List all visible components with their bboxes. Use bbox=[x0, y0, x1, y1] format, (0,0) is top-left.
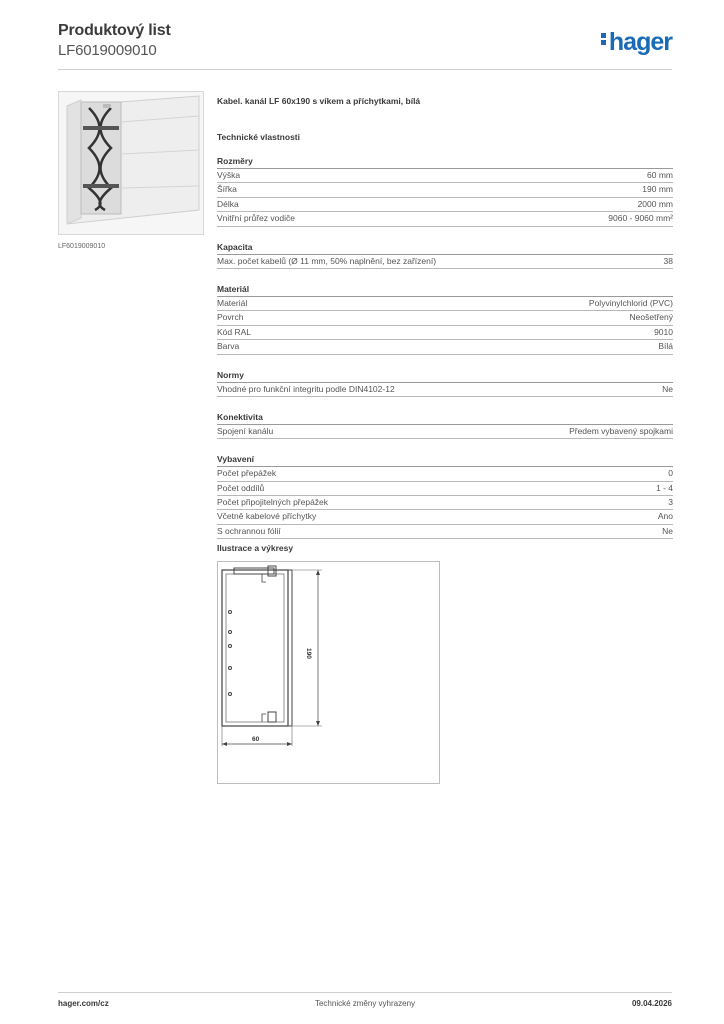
spec-section bbox=[217, 284, 673, 355]
product-details bbox=[217, 96, 673, 539]
spec-value: 9060 - 9060 mm² bbox=[608, 213, 673, 224]
product-name: Kabel. kanál LF 60x190 s víkem a příchytkami, bílá bbox=[217, 96, 421, 106]
spec-row bbox=[217, 467, 673, 481]
spec-label: Vnitřní průřez vodiče bbox=[217, 213, 295, 224]
section-title: Kapacita bbox=[217, 242, 673, 255]
spec-label: Počet přepážek bbox=[217, 468, 277, 479]
spec-section bbox=[217, 370, 673, 397]
spec-label: Max. počet kabelů (Ø 11 mm, 50% naplnění, bez zařízení) bbox=[217, 255, 437, 266]
spec-row bbox=[217, 340, 673, 354]
spec-sections bbox=[217, 156, 673, 539]
spec-row bbox=[217, 425, 673, 439]
spec-label: Spojení kanálu bbox=[217, 425, 274, 436]
image-caption: LF6019009010 bbox=[58, 243, 106, 250]
technical-properties-heading: Technické vlastnosti bbox=[217, 132, 300, 142]
spec-label: Kód RAL bbox=[217, 326, 252, 337]
footer-divider bbox=[58, 992, 672, 993]
hager-logo bbox=[601, 28, 672, 57]
spec-label: S ochrannou fólií bbox=[217, 525, 281, 536]
technical-drawing bbox=[217, 561, 440, 784]
spec-value: 60 mm bbox=[647, 170, 673, 180]
spec-value: 3 bbox=[668, 497, 673, 508]
header-divider bbox=[58, 69, 672, 70]
spec-label: Barva bbox=[217, 341, 240, 352]
spec-row bbox=[217, 482, 673, 496]
page-header bbox=[58, 22, 672, 70]
spec-row bbox=[217, 510, 673, 524]
spec-value: 190 mm bbox=[642, 184, 673, 195]
spec-value: Polyvinylchlorid (PVC) bbox=[588, 297, 673, 308]
product-code: LF6019009010 bbox=[58, 42, 157, 59]
product-image bbox=[58, 91, 204, 235]
dim-height-label: 190 bbox=[305, 648, 312, 659]
section-title: Normy bbox=[217, 370, 673, 383]
spec-row bbox=[217, 496, 673, 510]
spec-row bbox=[217, 525, 673, 539]
spec-value: Ne bbox=[662, 525, 673, 536]
spec-label: Včetně kabelové příchytky bbox=[217, 511, 317, 522]
spec-value: 9010 bbox=[654, 326, 673, 337]
spec-row bbox=[217, 255, 673, 269]
spec-value: Předem vybavený spojkami bbox=[569, 425, 673, 436]
spec-value: 0 bbox=[668, 468, 673, 479]
spec-value: Ano bbox=[657, 511, 673, 522]
section-title: Rozměry bbox=[217, 156, 673, 169]
spec-section bbox=[217, 156, 673, 227]
footer-disclaimer: Technické změny vyhrazeny bbox=[314, 999, 416, 1008]
spec-row bbox=[217, 169, 673, 183]
spec-row bbox=[217, 297, 673, 311]
spec-label: Počet připojitelných přepážek bbox=[217, 497, 329, 508]
spec-value: Neošetřený bbox=[629, 312, 673, 323]
spec-label: Délka bbox=[217, 198, 239, 209]
spec-row bbox=[217, 183, 673, 197]
section-title: Konektivita bbox=[217, 412, 673, 425]
spec-label: Vhodné pro funkční integritu podle DIN4102-12 bbox=[217, 383, 395, 394]
spec-row bbox=[217, 326, 673, 340]
spec-label: Materiál bbox=[217, 297, 248, 308]
logo-dots-icon bbox=[601, 31, 607, 47]
spec-label: Výška bbox=[217, 170, 241, 180]
spec-value: 1 - 4 bbox=[655, 482, 673, 493]
section-title: Vybavení bbox=[217, 454, 673, 467]
logo-text: hager bbox=[608, 28, 672, 56]
dim-width-label: 60 bbox=[252, 736, 260, 743]
spec-value: 2000 mm bbox=[637, 198, 673, 209]
spec-section bbox=[217, 454, 673, 539]
cable-duct-product-icon bbox=[59, 92, 204, 235]
spec-row bbox=[217, 311, 673, 325]
footer-website-link[interactable]: hager.com/cz bbox=[58, 999, 109, 1008]
spec-value: Ne bbox=[662, 383, 673, 394]
spec-value: Bílá bbox=[658, 341, 673, 352]
spec-label: Šířka bbox=[217, 184, 237, 195]
spec-row bbox=[217, 198, 673, 212]
spec-section bbox=[217, 242, 673, 269]
illustrations-heading: Ilustrace a výkresy bbox=[217, 543, 294, 553]
footer-date: 09.04.2026 bbox=[631, 999, 672, 1008]
spec-row bbox=[217, 212, 673, 226]
spec-row bbox=[217, 383, 673, 397]
spec-label: Povrch bbox=[217, 312, 244, 323]
page-title: Produktový list bbox=[58, 22, 171, 39]
section-title: Materiál bbox=[217, 284, 673, 297]
spec-section bbox=[217, 412, 673, 439]
spec-value: 38 bbox=[663, 255, 673, 266]
cross-section-drawing bbox=[218, 562, 439, 783]
spec-label: Počet oddílů bbox=[217, 482, 265, 493]
